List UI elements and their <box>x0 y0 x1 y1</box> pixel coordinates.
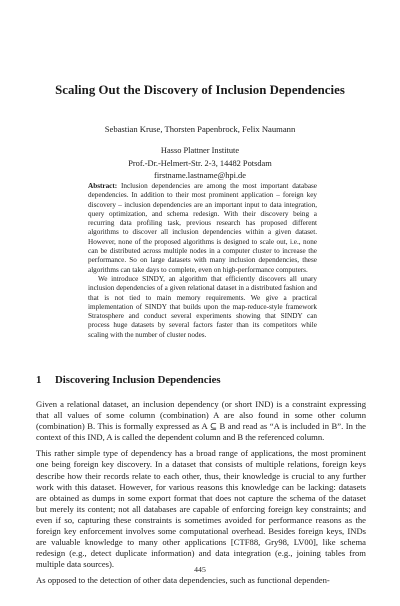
address: Prof.-Dr.-Helmert-Str. 2-3, 14482 Potsdam <box>128 158 272 168</box>
abstract <box>88 182 317 340</box>
page-number: 445 <box>194 565 206 574</box>
body-paragraph-2: This rather simple type of dependency has a broad range of applications, the most prominent one being foreign key discovery. In a dataset that consists of multiple relations, foreign keys describe how their records relate to each other, thus, their knowledge is crucial to any further work with this dataset. However, for various reasons this knowledge can be lacking: datasets are obtained as dumps in some export format that does not capture the schema of the dataset but merely its content; not all databases are capable of enforcing foreign key constraints; and even if so, capturing these constraints is sometimes avoided for performance reasons as the foreign key enforcement involves some computational overhead. Besides foreign keys, INDs are valuable knowledge to many other applications [CTF88, Gry98, LV00], like schema redesign (e.g., detect duplicate information) and data integration (e.g., joining tables from multiple data sources). <box>36 448 366 570</box>
paper-title: Scaling Out the Discovery of Inclusion Dependencies <box>55 83 345 97</box>
abstract-paragraph-1 <box>88 182 317 275</box>
abstract-paragraph-2: We introduce SINDY, an algorithm that efficiently discovers all unary inclusion dependencies of a given relational dataset in a distributed fashion and that is not tied to main memory requirements. We give a practical implementation of SINDY that builds upon the map-reduce-style framework Stratosphere and conduct several experiments showing that SINDY can process huge datasets by several factors faster than its competitors while scaling with the number of cluster nodes. <box>88 274 317 339</box>
author-list: Sebastian Kruse, Thorsten Papenbrock, Felix Naumann <box>104 124 296 134</box>
body-paragraph-3: As opposed to the detection of other data dependencies, such as functional dependen- <box>36 575 330 586</box>
section-heading <box>36 374 366 386</box>
affiliation <box>0 145 400 183</box>
body-paragraph-1: Given a relational dataset, an inclusion dependency (or short IND) is a constraint expressing that all values of some column (combination) A are also found in some other column (combination) B. This is formally expressed as A ⊆ B and read as “A is included in B”. In the context of this IND, A is called the dependent column and B the referenced column. <box>36 399 366 443</box>
section-title: Discovering Inclusion Dependencies <box>55 374 221 386</box>
email: firstname.lastname@hpi.de <box>154 171 246 181</box>
abstract-text-1: Inclusion dependencies are among the most important database dependencies. In addition to their most prominent application – foreign key discovery – inclusion dependencies are an important input to data integration, query optimization, and schema redesign. With their discovery being a recurring data profiling task, previous research has proposed different algorithms to discover all inclusion dependencies within a given dataset. However, none of the proposed algorithms is designed to scale out, i.e., none can be distributed across multiple nodes in a computer cluster to increase the performance. So on large datasets with many inclusion dependencies, these algorithms can take days to complete, even on high-performance computers. <box>88 182 317 274</box>
abstract-label: Abstract: <box>88 182 118 190</box>
section-number: 1 <box>36 374 42 386</box>
institute: Hasso Plattner Institute <box>160 146 240 155</box>
body-text <box>36 399 366 592</box>
